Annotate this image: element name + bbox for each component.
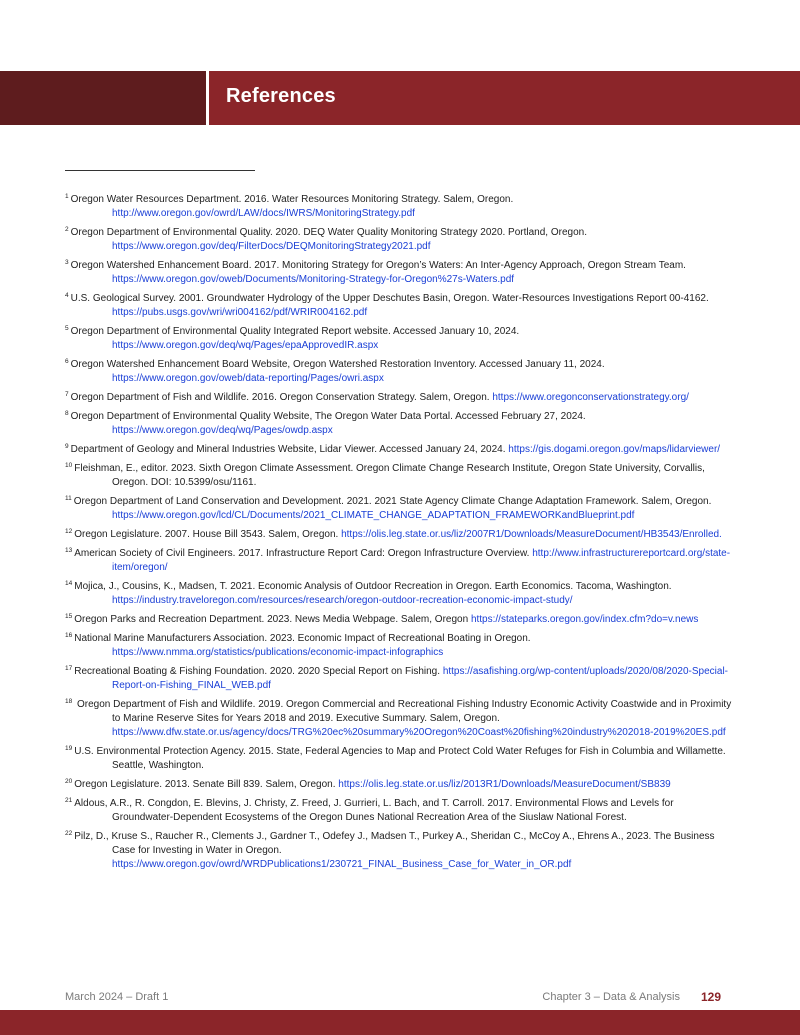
footnote-number: 17 [65,665,73,672]
reference-link[interactable]: https://gis.dogami.oregon.gov/maps/lidarviewer/ [508,444,721,455]
reference-item [65,443,735,457]
reference-link[interactable]: https://olis.leg.state.or.us/liz/2013R1/Downloads/MeasureDocument/SB839 [338,779,671,790]
reference-link[interactable]: https://industry.traveloregon.com/resources/research/oregon-outdoor-recreation-economic-impact-study/ [112,595,573,606]
footnote-number: 5 [65,325,69,332]
footer-date: March 2024 – Draft 1 [65,991,169,1003]
reference-item [65,698,735,740]
footnote-number: 6 [65,358,69,365]
footnote-number: 15 [65,613,73,620]
reference-item [65,778,735,792]
reference-item [65,797,735,825]
reference-text: Oregon Parks and Recreation Department. 2023. News Media Webpage. Salem, Oregon [74,614,469,625]
footnote-number: 2 [65,226,69,233]
reference-text: Oregon Department of Fish and Wildlife. 2019. Oregon Commercial and Recreational Fishing Industry Economic Activity Coastwide and in Proximity to Marine Reserve Sites for Years 2018 and 2019. Executive Summary. Salem, Oregon. [74,699,732,724]
footnote-number: 18 [65,698,73,705]
page-title: References [226,85,336,107]
reference-text: Oregon Legislature. 2007. House Bill 3543. Salem, Oregon. [74,529,339,540]
reference-text: Oregon Department of Environmental Quality Website, The Oregon Water Data Portal. Accessed February 27, 2024. [70,411,586,422]
footnote-number: 12 [65,528,73,535]
reference-text: Oregon Watershed Enhancement Board Website, Oregon Watershed Restoration Inventory. Accessed January 11, 2024. [70,359,605,370]
reference-item [65,391,735,405]
reference-text: Aldous, A.R., R. Congdon, E. Blevins, J. Christy, Z. Freed, J. Gurrieri, L. Bach, and T. Carroll. 2017. Environmental Flows and Levels for Groundwater-Dependent Ecosystems of the Oregon Dunes National Recreation Area of the Siuslaw National Forest. [74,798,674,823]
reference-link[interactable]: https://www.oregon.gov/deq/wq/Pages/epaApprovedIR.aspx [112,340,379,351]
reference-link[interactable]: https://www.oregon.gov/deq/FilterDocs/DEQMonitoringStrategy2021.pdf [112,241,431,252]
footnote-number: 19 [65,745,73,752]
footnote-separator [65,170,255,171]
footnote-number: 20 [65,778,73,785]
reference-text: Oregon Watershed Enhancement Board. 2017. Monitoring Strategy for Oregon’s Waters: An Inter-Agency Approach, Oregon Stream Team. [70,260,686,271]
reference-item [65,226,735,254]
reference-text: Oregon Department of Environmental Quality. 2020. DEQ Water Quality Monitoring Strategy 2020. Portland, Oregon. [70,227,587,238]
footnote-number: 4 [65,292,69,299]
reference-item [65,358,735,386]
header-band [209,71,800,125]
reference-link[interactable]: https://www.oregon.gov/oweb/data-reporting/Pages/owri.aspx [112,373,384,384]
reference-item [65,292,735,320]
footnote-number: 9 [65,443,69,450]
footnote-number: 21 [65,797,73,804]
footnote-number: 11 [65,495,72,502]
footnote-number: 16 [65,632,73,639]
reference-text: Recreational Boating & Fishing Foundation. 2020. 2020 Special Report on Fishing. [74,666,441,677]
reference-list [65,193,735,877]
page-number: 129 [700,990,721,1004]
footnote-number: 10 [65,462,73,469]
footnote-number: 13 [65,547,73,554]
reference-text: Fleishman, E., editor. 2023. Sixth Oregon Climate Assessment. Oregon Climate Change Research Institute, Oregon State University, Corvallis, Oregon. DOI: 10.5399/osu/1161. [74,463,705,488]
reference-link[interactable]: https://pubs.usgs.gov/wri/wri004162/pdf/WRIR004162.pdf [112,307,368,318]
footnote-number: 1 [65,193,69,200]
reference-link[interactable]: https://asafishing.org/wp-content/uploads/2020/08/2020-Special-Report-on-Fishing_FINAL_WEB.pdf [112,666,728,691]
reference-link[interactable]: https://www.oregon.gov/owrd/WRDPublications1/230721_FINAL_Business_Case_for_Water_in_OR.pdf [112,859,572,870]
reference-item [65,580,735,608]
reference-link[interactable]: https://www.nmma.org/statistics/publications/economic-impact-infographics [112,647,444,658]
reference-item [65,325,735,353]
reference-text: Oregon Department of Fish and Wildlife. 2016. Oregon Conservation Strategy. Salem, Oregon. [70,392,490,403]
reference-item [65,745,735,773]
reference-text: Department of Geology and Mineral Industries Website, Lidar Viewer. Accessed January 24, 2024. [70,444,506,455]
reference-item [65,462,735,490]
reference-link[interactable]: https://www.oregon.gov/lcd/CL/Documents/2021_CLIMATE_CHANGE_ADAPTATION_FRAMEWORKandBlueprint.pdf [112,510,635,521]
reference-item [65,495,735,523]
reference-text: U.S. Geological Survey. 2001. Groundwater Hydrology of the Upper Deschutes Basin, Oregon. Water-Resources Investigations Report 00-4162. [70,293,709,304]
reference-item [65,632,735,660]
reference-text: Oregon Department of Land Conservation and Development. 2021. 2021 State Agency Climate Change Adaptation Framework. Salem, Oregon. [73,496,712,507]
footnote-number: 22 [65,830,73,837]
reference-text: Oregon Department of Environmental Quality Integrated Report website. Accessed January 10, 2024. [70,326,520,337]
reference-text: National Marine Manufacturers Association. 2023. Economic Impact of Recreational Boating in Oregon. [74,633,531,644]
reference-item [65,259,735,287]
reference-text: Pilz, D., Kruse S., Raucher R., Clements J., Gardner T., Odefey J., Madsen T., Purkey A., Sheridan C., McCoy A., Ehrens A., 2023. The Business Case for Investing in Water in Oregon. [74,831,715,856]
reference-link[interactable]: https://www.oregon.gov/oweb/Documents/Monitoring-Strategy-for-Oregon%27s-Waters.pdf [112,274,515,285]
footnote-number: 14 [65,580,73,587]
reference-text: Mojica, J., Cousins, K., Madsen, T. 2021. Economic Analysis of Outdoor Recreation in Oregon. Earth Economics. Tacoma, Washington. [74,581,672,592]
footer-band [0,1010,800,1035]
reference-link[interactable]: https://olis.leg.state.or.us/liz/2007R1/Downloads/MeasureDocument/HB3543/Enrolled. [341,529,722,540]
footnote-number: 8 [65,410,69,417]
reference-item [65,193,735,221]
reference-item [65,830,735,872]
reference-link[interactable]: http://www.infrastructurereportcard.org/state-item/oregon/ [112,548,731,573]
reference-item [65,665,735,693]
header-band-left [0,71,206,125]
reference-text: Oregon Water Resources Department. 2016. Water Resources Monitoring Strategy. Salem, Oregon. [70,194,514,205]
reference-text: U.S. Environmental Protection Agency. 2015. State, Federal Agencies to Map and Protect Cold Water Refuges for Fish in Columbia and Willamette. Seattle, Washington. [74,746,726,771]
footnote-number: 3 [65,259,69,266]
reference-item [65,528,735,542]
reference-item [65,547,735,575]
reference-link[interactable]: https://www.oregon.gov/deq/wq/Pages/owdp.aspx [112,425,333,436]
reference-link[interactable]: https://www.oregonconservationstrategy.org/ [492,392,689,403]
footnote-number: 7 [65,391,69,398]
reference-item [65,410,735,438]
reference-item [65,613,735,627]
reference-link[interactable]: https://stateparks.oregon.gov/index.cfm?do=v.news [470,614,699,625]
reference-link[interactable]: http://www.oregon.gov/owrd/LAW/docs/IWRS/MonitoringStrategy.pdf [112,208,415,219]
reference-text: American Society of Civil Engineers. 2017. Infrastructure Report Card: Oregon Infrastructure Overview. [74,548,530,559]
footer-chapter: Chapter 3 – Data & Analysis [542,991,680,1003]
reference-link[interactable]: https://www.dfw.state.or.us/agency/docs/TRG%20ec%20summary%20Oregon%20Coast%20fishing%20industry%202018-2019%20ES.pdf [112,727,726,738]
reference-text: Oregon Legislature. 2013. Senate Bill 839. Salem, Oregon. [74,779,336,790]
